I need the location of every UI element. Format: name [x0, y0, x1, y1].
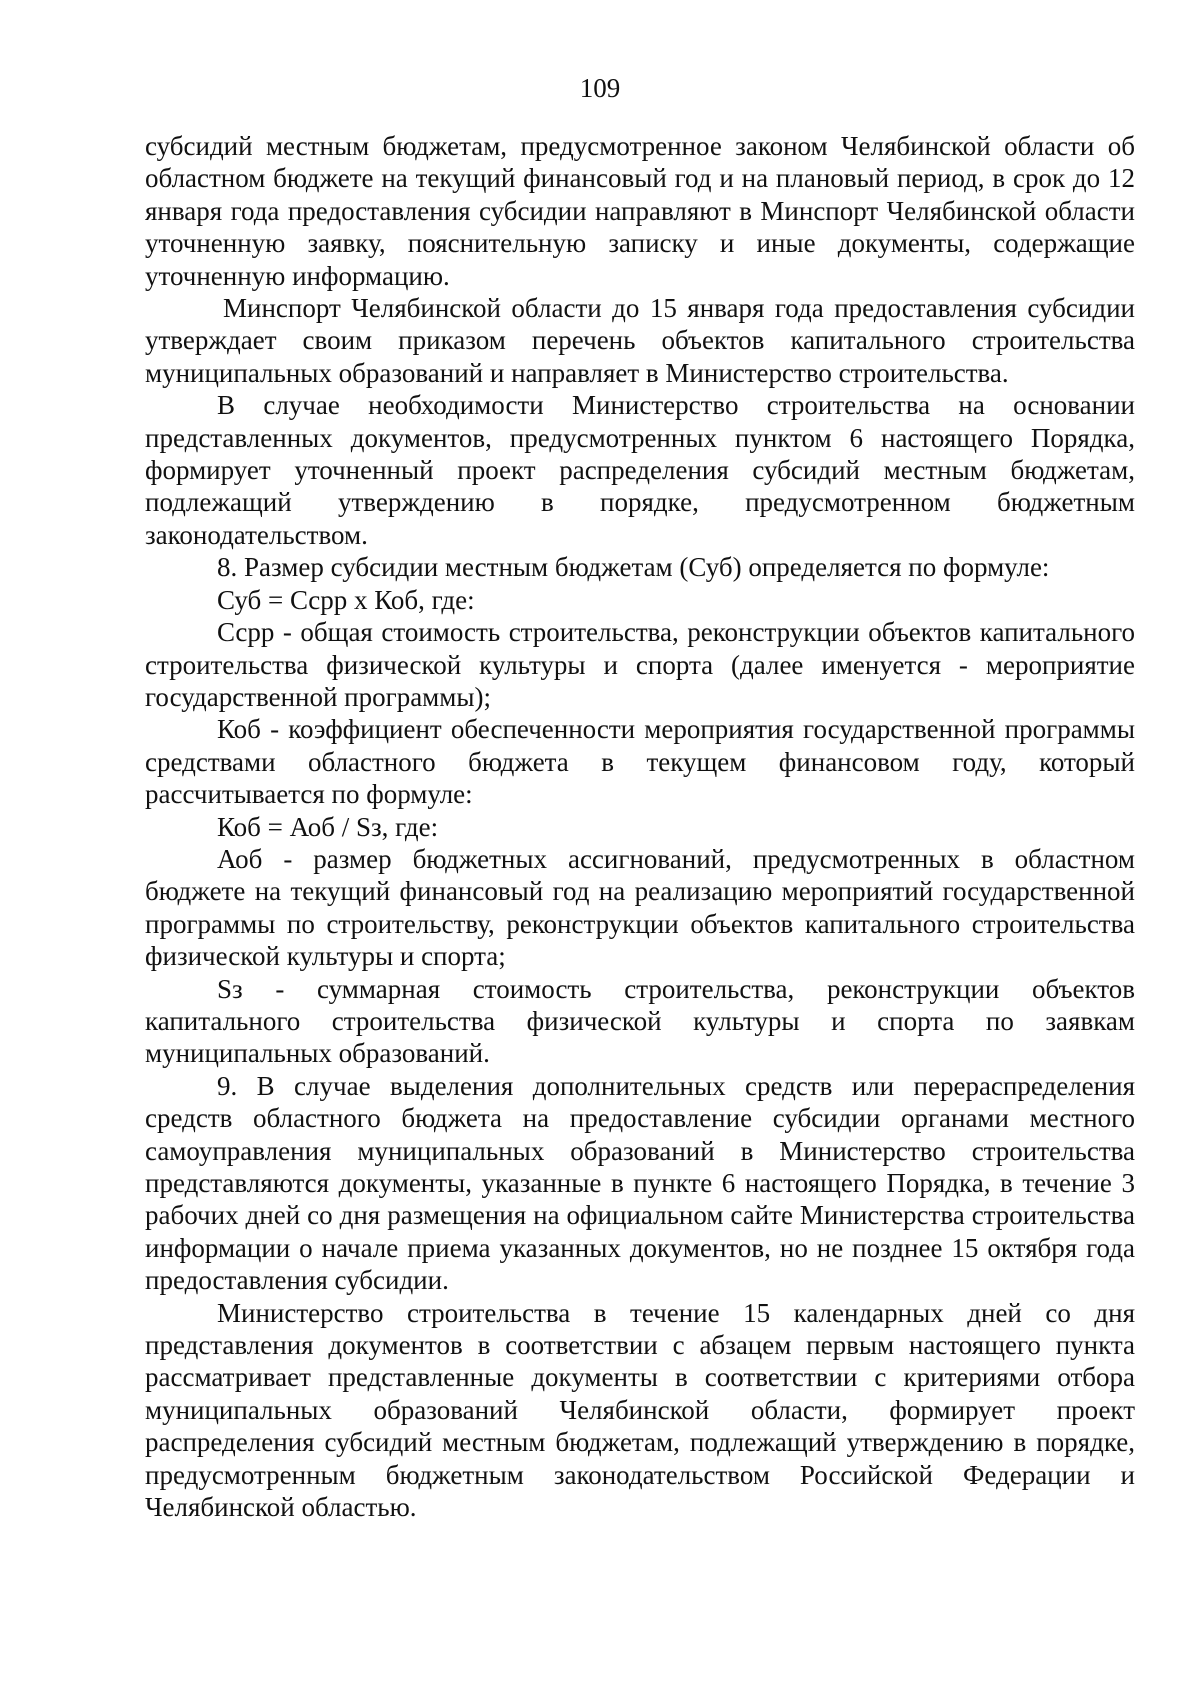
- paragraph: Минспорт Челябинской области до 15 января года предоставления субсидии утверждает своим приказом перечень объектов капитального строительства муниципальных образований и направляет в Министерство строительства.: [145, 293, 1135, 388]
- formula-line: Суб = Ссрр х Коб, где:: [217, 584, 475, 615]
- paragraph: В случае необходимости Министерство строительства на основании представленных документов, предусмотренных пунктом 6 настоящего Порядка, формирует уточненный проект распределения субсидий местным бюджетам, подлежащий утверждению в порядке, предусмотренном бюджетным законодательством.: [145, 390, 1135, 550]
- paragraph: Sз - суммарная стоимость строительства, реконструкции объектов капитального строительства физической культуры и спорта по заявкам муниципальных образований.: [145, 973, 1135, 1069]
- paragraph: Коб - коэффициент обеспеченности мероприятия государственной программы средствами областного бюджета в текущем финансовом году, который рассчитывается по формуле:: [145, 714, 1135, 810]
- paragraph: 9. В случае выделения дополнительных средств или перераспределения средств областного бюджета на предоставление субсидии органами местного самоуправления муниципальных образований в Министерство строительства представляются документы, указанные в пункте 6 настоящего Порядка, в течение 3 рабочих дней со дня размещения на официальном сайте Министерства строительства информации о начале приема указанных документов, но не позднее 15 октября года предоставления субсидии.: [145, 1070, 1135, 1296]
- paragraph: 8. Размер субсидии местным бюджетам (Суб) определяется по формуле:: [217, 552, 1050, 583]
- formula-line: Коб = Аоб / Sз, где:: [217, 811, 439, 842]
- paragraph: Аоб - размер бюджетных ассигнований, предусмотренных в областном бюджете на текущий финансовый год на реализацию мероприятий государственной программы по строительству, реконструкции объектов капитального строительства физической культуры и спорта;: [145, 843, 1135, 972]
- paragraph: субсидий местным бюджетам, предусмотренное законом Челябинской области об областном бюджете на текущий финансовый год и на плановый период, в срок до 12 января года предоставления субсидии направляют в Минспорт Челябинской области уточненную заявку, пояснительную записку и иные документы, содержащие уточненную информацию.: [145, 131, 1135, 291]
- paragraph: Министерство строительства в течение 15 календарных дней со дня представления документов в соответствии с абзацем первым настоящего пункта рассматривает представленные документы в соответствии с критериями отбора муниципальных образований Челябинской области, формирует проект распределения субсидий местным бюджетам, подлежащий утверждению в порядке, предусмотренным бюджетным законодательством Российской Федерации и Челябинской областью.: [145, 1297, 1135, 1523]
- page-number: 109: [579, 73, 621, 103]
- paragraph: Ссрр - общая стоимость строительства, реконструкции объектов капитального строительства физической культуры и спорта (далее именуется - мероприятие государственной программы);: [145, 617, 1135, 712]
- document-body: [145, 130, 1135, 1523]
